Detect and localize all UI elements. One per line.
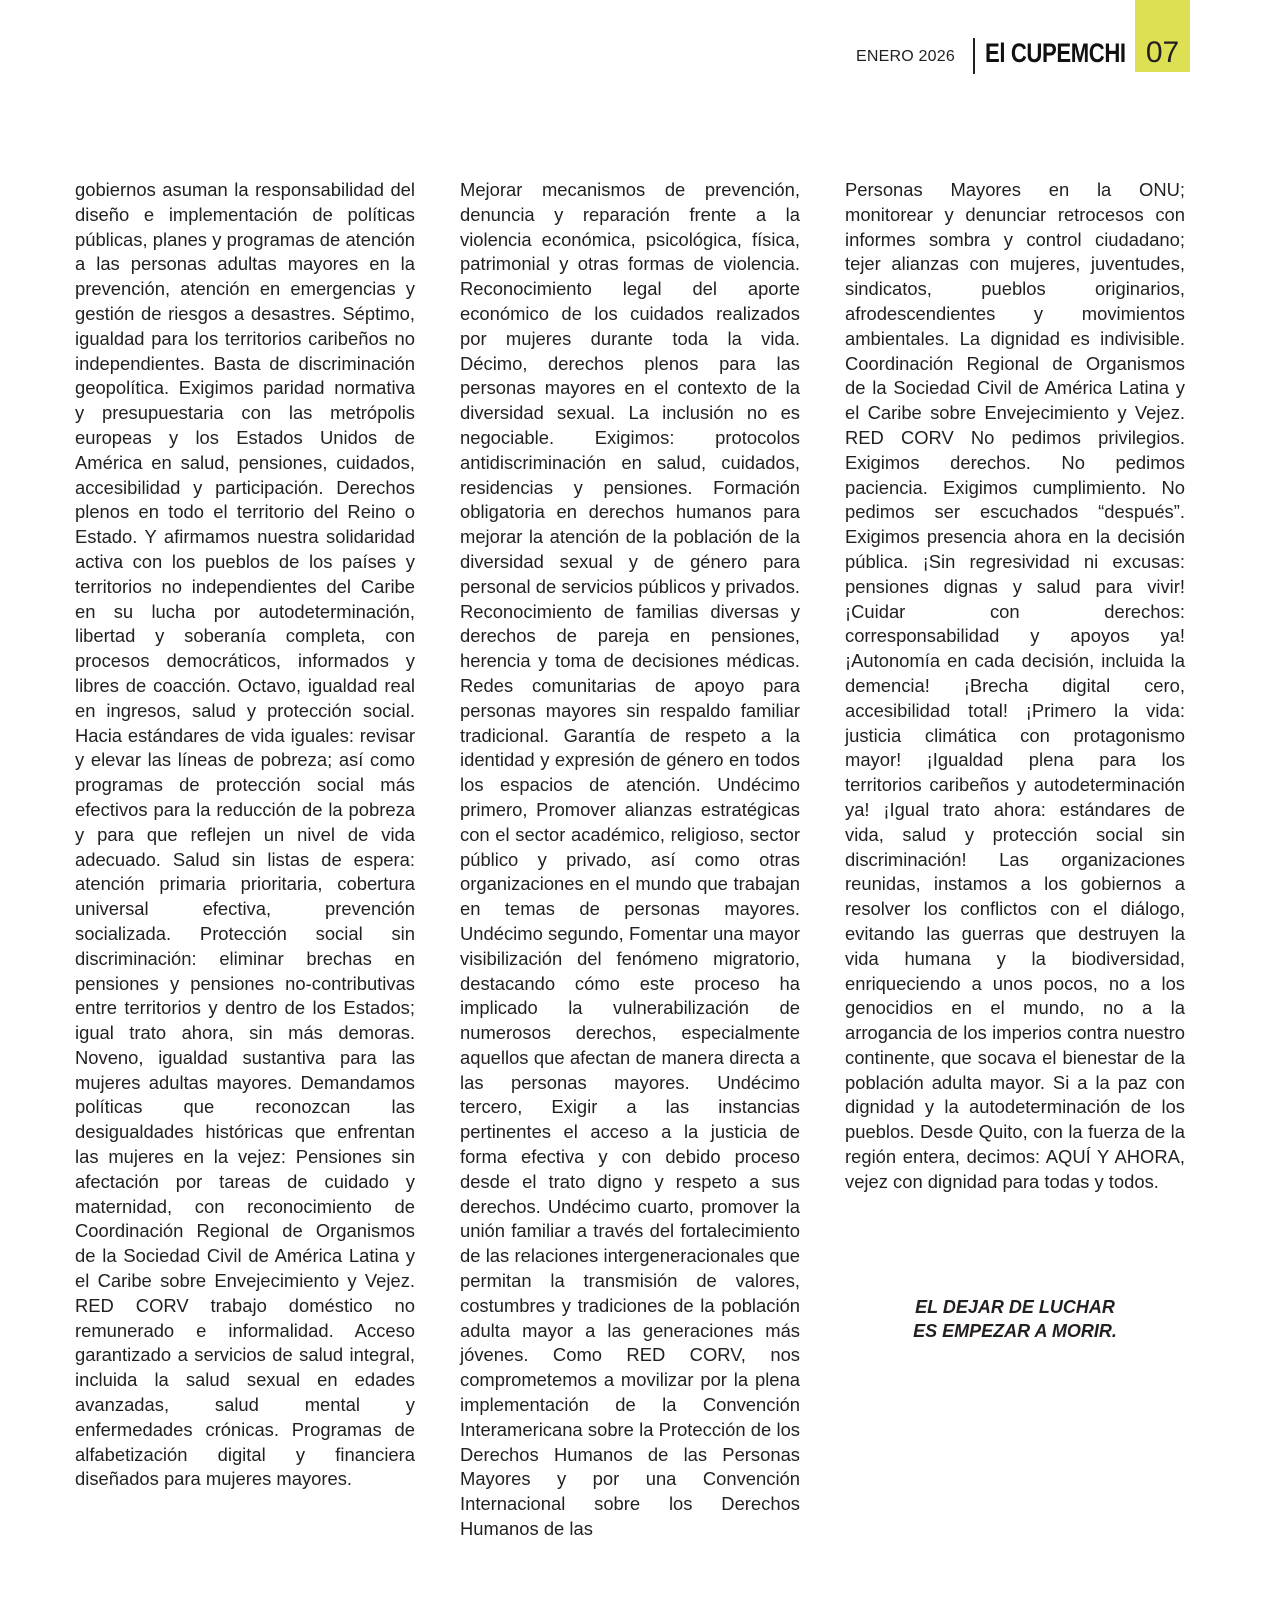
publication-name: El CUPEMCHI [985, 38, 1126, 68]
page-number-badge [1135, 0, 1190, 72]
closing-quote-line-2: ES EMPEZAR A MORIR. [913, 1321, 1117, 1341]
header-divider [973, 38, 975, 74]
page-header [0, 0, 1270, 80]
page-number: 07 [1145, 36, 1180, 69]
text-column-3 [845, 178, 1185, 1195]
column-3-text: Personas Mayores en la ONU; monitorear y denunciar retrocesos con informes sombra y control ciudadano; tejer alianzas con mujeres, juventudes, sindicatos, pueblos originarios, afrodescendientes y movimientos ambientales. La dignidad es indivisible. Coordinación Regional de Organismos de la Sociedad Civil de América Latina y el Caribe sobre Envejecimiento y Vejez. RED CORV No pedimos privilegios. Exigimos derechos. No pedimos paciencia. Exigimos cumplimiento. No pedimos ser escuchados “después”. Exigimos presencia ahora en la decisión pública. ¡Sin regresividad ni excusas: pensiones dignas y salud para vivir! ¡Cuidar con derechos: corresponsabilidad y apoyos ya! ¡Autonomía en cada decisión, incluida la demencia! ¡Brecha digital cero, accesibilidad total! ¡Primero la vida: justicia climática con protagonismo mayor! ¡Igualdad plena para los territorios caribeños y autodeterminación ya! ¡Igual trato ahora: estándares de vida, salud y protección social sin discriminación! Las organizaciones reunidas, instamos a los gobiernos a resolver los conflictos con el diálogo, evitando las guerras que destruyen la vida humana y la biodiversidad, enriqueciendo a unos pocos, no a los genocidios en el mundo, no a la arrogancia de los imperios contra nuestro continente, que socava el bienestar de la población adulta mayor. Si a la paz con dignidad y la autodeterminación de los pueblos. Desde Quito, con la fuerza de la región entera, decimos: AQUÍ Y AHORA, vejez con dignidad para todas y todos. [845, 179, 1185, 1192]
text-column-2 [460, 178, 800, 1542]
column-2-text: Mejorar mecanismos de prevención, denuncia y reparación frente a la violencia económica, psicológica, física, patrimonial y otras formas de violencia. Reconocimiento legal del aporte económico de los cuidados realizados por mujeres durante toda la vida. Décimo, derechos plenos para las personas mayores en el contexto de la diversidad sexual. La inclusión no es negociable. Exigimos: protocolos antidiscriminación en salud, cuidados, residencias y pensiones. Formación obligatoria en derechos humanos para mejorar la atención de la población de la diversidad sexual y de género para personal de servicios públicos y privados. Reconocimiento de familias diversas y derechos de pareja en pensiones, herencia y toma de decisiones médicas. Redes comunitarias de apoyo para personas mayores sin respaldo familiar tradicional. Garantía de respeto a la identidad y expresión de género en todos los espacios de atención. Undécimo primero, Promover alianzas estratégicas con el sector académico, religioso, sector público y privado, así como otras organizaciones en el mundo que trabajan en temas de personas mayores. Undécimo segundo, Fomentar una mayor visibilización del fenómeno migratorio, destacando cómo este proceso ha implicado la vulnerabilización de numerosos derechos, especialmente aquellos que afectan de manera directa a las personas mayores. Undécimo tercero, Exigir a las instancias pertinentes el acceso a la justicia de forma efectiva y con debido proceso desde el trato digno y respeto a sus derechos. Undécimo cuarto, promover la unión familiar a través del fortalecimiento de las relaciones intergeneracionales que permitan la transmisión de valores, costumbres y tradiciones de la población adulta mayor a las generaciones más jóvenes. Como RED CORV, nos comprometemos a movilizar por la plena implementación de la Convención Interamericana sobre la Protección de los Derechos Humanos de las Personas Mayores y por una Convención Internacional sobre los Derechos Humanos de las [460, 179, 800, 1540]
issue-date: ENERO 2026 [856, 48, 955, 65]
closing-quote-line-1: EL DEJAR DE LUCHAR [915, 1297, 1115, 1317]
text-column-1 [75, 178, 415, 1492]
closing-quote [845, 1295, 1185, 1343]
column-1-text: gobiernos asuman la responsabilidad del diseño e implementación de políticas públicas, planes y programas de atención a las personas adultas mayores en la prevención, atención en emergencias y gestión de riesgos a desastres. Séptimo, igualdad para los territorios caribeños no independientes. Basta de discriminación geopolítica. Exigimos paridad normativa y presupuestaria con las metrópolis europeas y los Estados Unidos de América en salud, pensiones, cuidados, accesibilidad y participación. Derechos plenos en todo el territorio del Reino o Estado. Y afirmamos nuestra solidaridad activa con los pueblos de los países y territorios no independientes del Caribe en su lucha por autodeterminación, libertad y soberanía completa, con procesos democráticos, informados y libres de coacción. Octavo, igualdad real en ingresos, salud y protección social. Hacia estándares de vida iguales: revisar y elevar las líneas de pobreza; así como programas de protección social más efectivos para la reducción de la pobreza y para que reflejen un nivel de vida adecuado. Salud sin listas de espera: atención primaria prioritaria, cobertura universal efectiva, prevención socializada. Protección social sin discriminación: eliminar brechas en pensiones y pensiones no-contributivas entre territorios y dentro de los Estados; igual trato ahora, sin más demoras. Noveno, igualdad sustantiva para las mujeres adultas mayores. Demandamos políticas que reconozcan las desigualdades históricas que enfrentan las mujeres en la vejez: Pensiones sin afectación por tareas de cuidado y maternidad, con reconocimiento de Coordinación Regional de Organismos de la Sociedad Civil de América Latina y el Caribe sobre Envejecimiento y Vejez. RED CORV trabajo doméstico no remunerado e informalidad. Acceso garantizado a servicios de salud integral, incluida la salud sexual en edades avanzadas, salud mental y enfermedades crónicas. Programas de alfabetización digital y financiera diseñados para mujeres mayores. [75, 179, 415, 1490]
